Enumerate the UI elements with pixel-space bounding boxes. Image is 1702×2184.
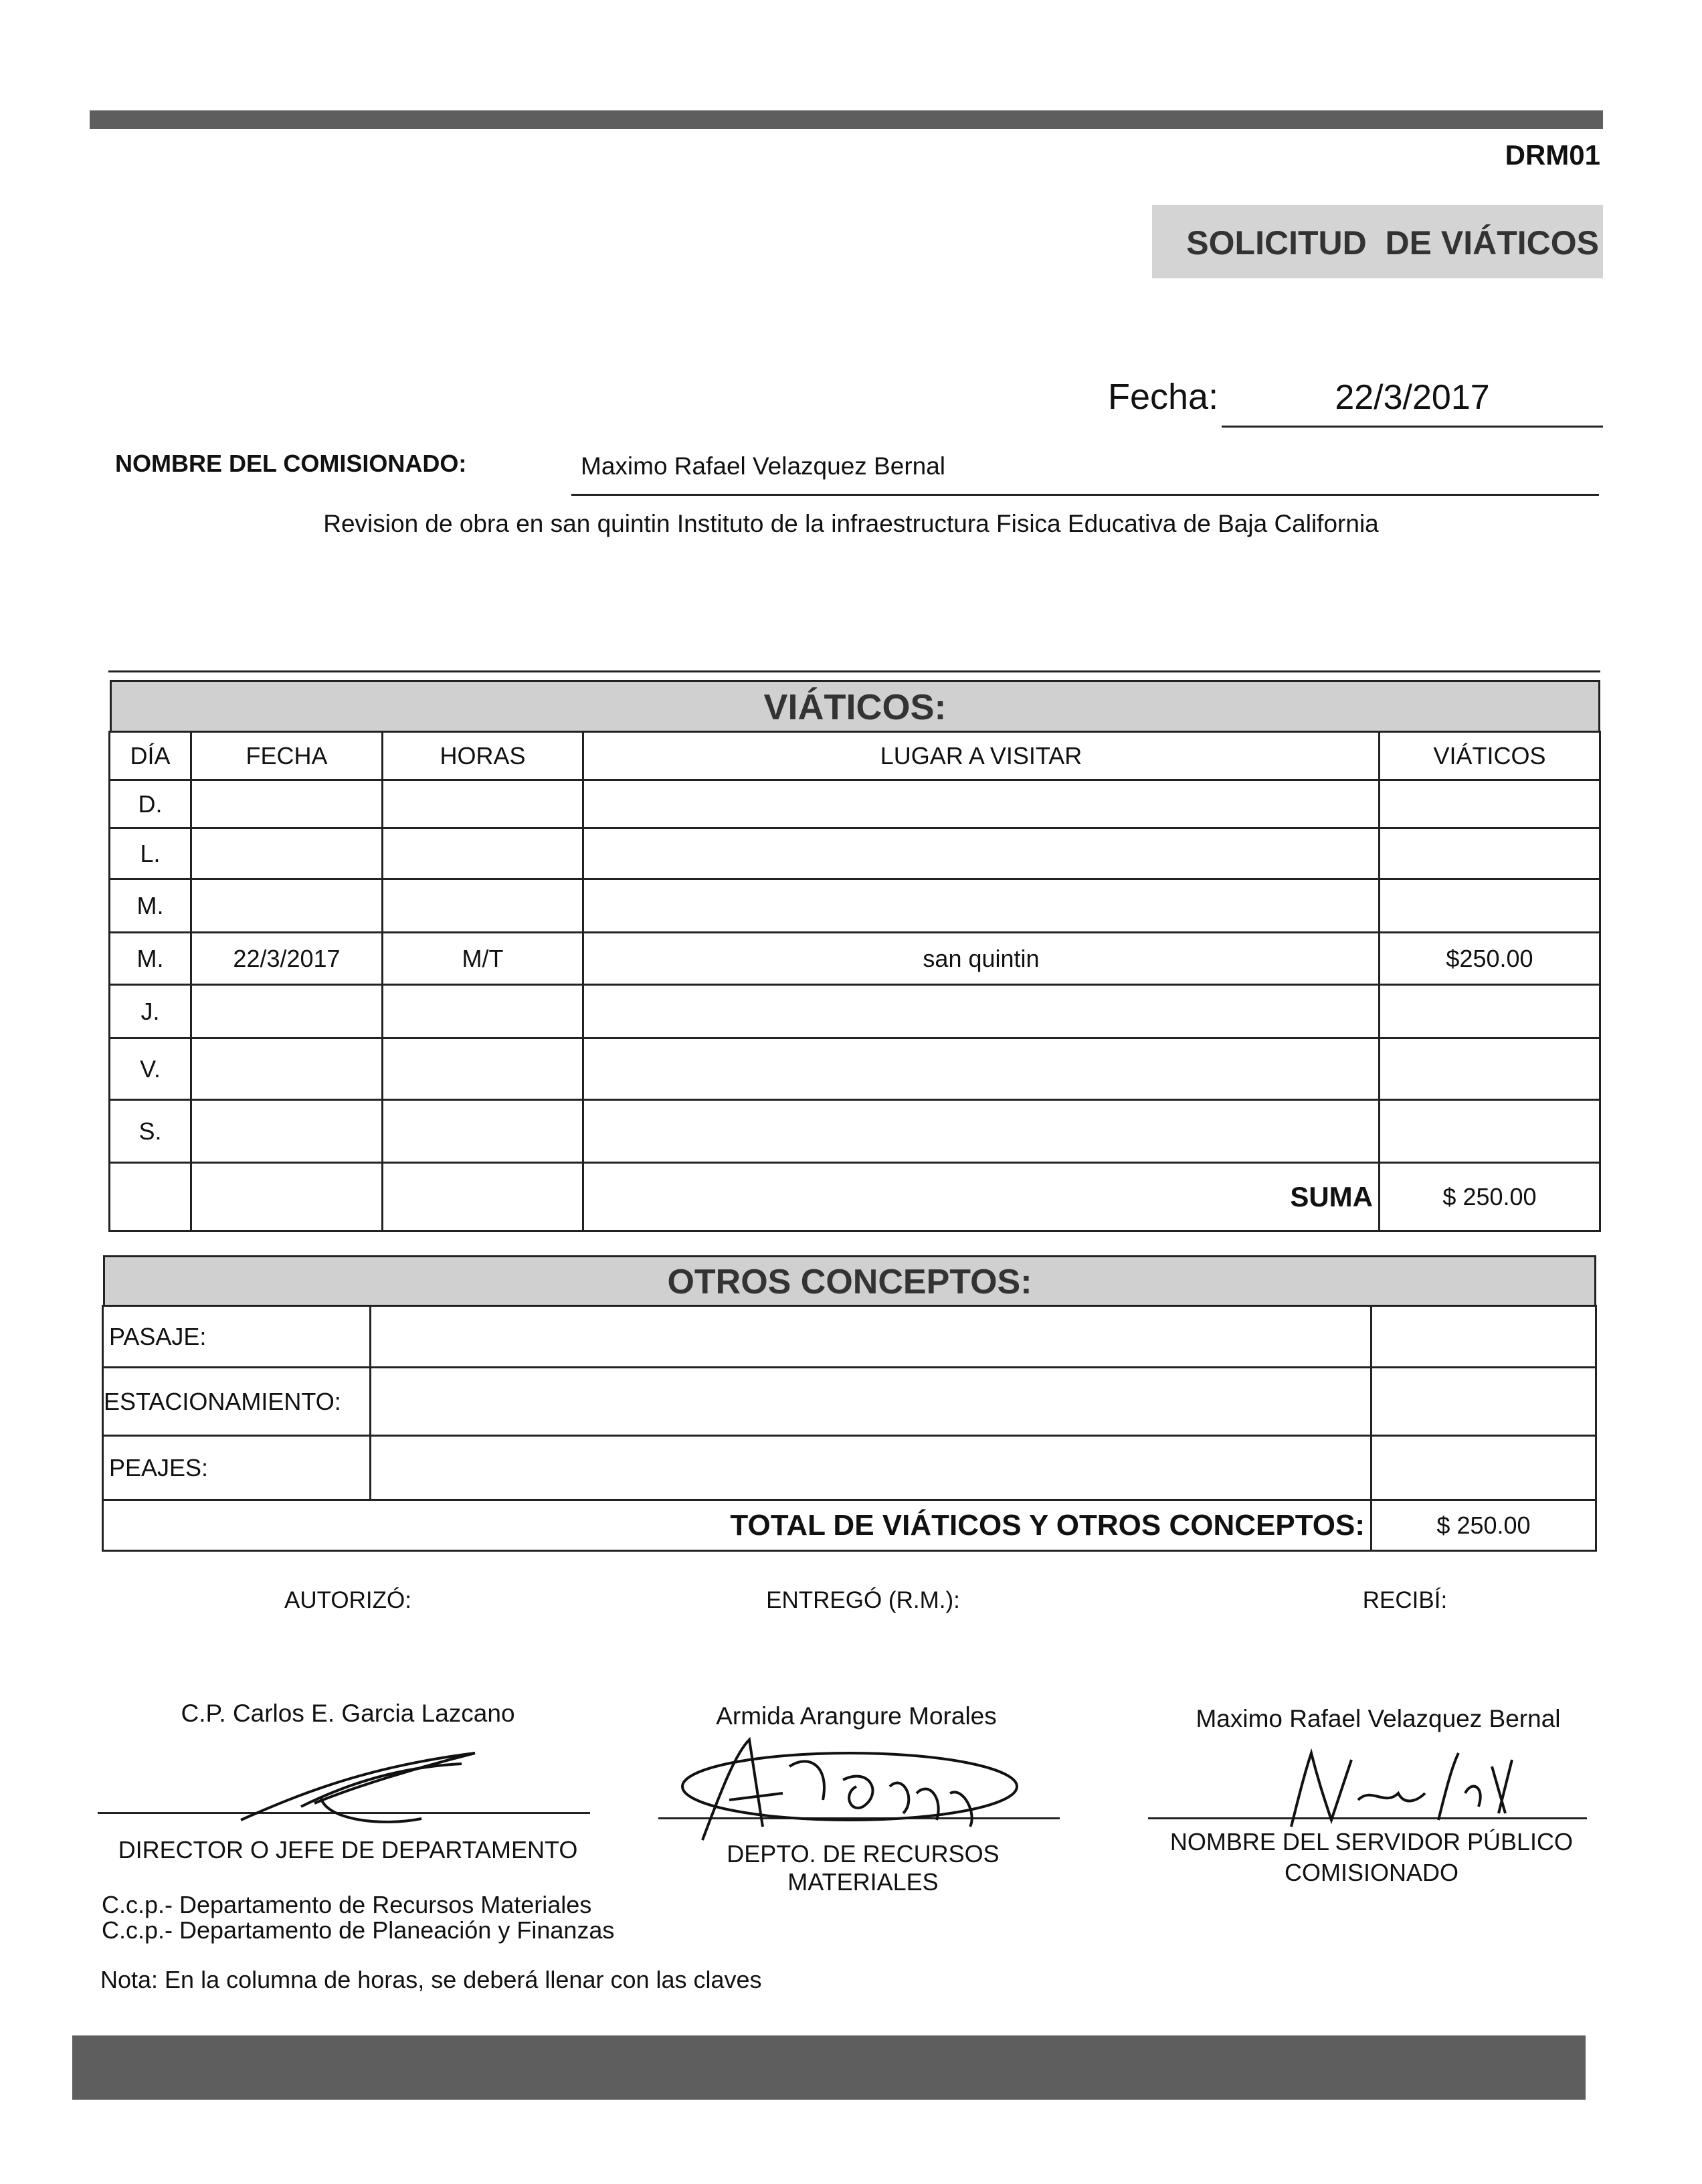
cell-lugar[interactable] [583,879,1380,933]
cell-horas[interactable] [383,879,583,933]
cell-viaticos[interactable] [1380,780,1600,828]
commissioned-underline [571,494,1599,496]
table-row [110,828,1600,879]
ccp-line-2: C.c.p.- Departamento de Planeación y Finanzas [102,1916,615,1944]
table-row [103,1436,1596,1500]
form-title: SOLICITUD DE VIÁTICOS [1186,224,1599,262]
recibi-name: Maximo Rafael Velazquez Bernal [1196,1705,1561,1732]
otros-description[interactable] [371,1368,1372,1436]
otros-heading-text: OTROS CONCEPTOS: [667,1263,1032,1301]
cell-fecha[interactable] [191,1038,383,1100]
date-label: Fecha: [1108,377,1219,417]
autorizo-name: C.P. Carlos E. Garcia Lazcano [181,1700,515,1727]
otros-amount[interactable] [1372,1436,1596,1500]
total-label: TOTAL DE VIÁTICOS Y OTROS CONCEPTOS: [103,1500,1372,1551]
total-value[interactable]: $ 250.00 [1372,1500,1596,1551]
table-header-row [110,732,1600,780]
autorizo-label: AUTORIZÓ: [284,1587,411,1613]
cell-dia: J. [110,985,191,1038]
col-header-viaticos: VIÁTICOS [1380,732,1600,780]
commissioned-value: Maximo Rafael Velazquez Bernal [581,452,946,480]
table-row [103,1306,1596,1368]
cell-horas[interactable] [383,985,583,1038]
sum-row [110,1163,1600,1231]
section-divider [108,670,1600,672]
otros-label: PEAJES: [103,1436,371,1500]
cell-dia: L. [110,828,191,879]
footer-bar [72,2035,1586,2100]
cell-lugar[interactable] [583,985,1380,1038]
table-row [110,780,1600,828]
cell-viaticos[interactable] [1380,985,1600,1038]
cell-fecha[interactable] [191,828,383,879]
col-header-horas: HORAS [383,732,583,780]
cell-viaticos[interactable] [1380,879,1600,933]
cell-fecha[interactable] [191,780,383,828]
cell-lugar[interactable]: san quintin [583,933,1380,985]
cell-dia: D. [110,780,191,828]
nota-text: Nota: En la columna de horas, se deberá llenar con las claves [100,1966,762,1993]
cell-viaticos[interactable] [1380,1038,1600,1100]
table-row [110,1038,1600,1100]
empty-cell [110,1163,191,1231]
cell-lugar[interactable] [583,780,1380,828]
cell-lugar[interactable] [583,828,1380,879]
cell-lugar[interactable] [583,1038,1380,1100]
otros-description[interactable] [371,1436,1372,1500]
form-title-box [1152,205,1603,278]
empty-cell [191,1163,383,1231]
cell-fecha[interactable]: 22/3/2017 [191,933,383,985]
recibi-role-2: COMISIONADO [1284,1859,1458,1886]
entrego-label: ENTREGÓ (R.M.): [766,1587,960,1613]
form-code: DRM01 [1505,139,1600,171]
total-row [103,1500,1596,1551]
table-row [110,879,1600,933]
viaticos-heading-text: VIÁTICOS: [763,687,947,727]
commissioned-label: NOMBRE DEL COMISIONADO: [115,450,467,477]
cell-horas[interactable] [383,1100,583,1163]
cell-horas[interactable]: M/T [383,933,583,985]
viaticos-heading [110,680,1600,733]
recibi-label: RECIBÍ: [1362,1587,1448,1613]
cell-viaticos[interactable] [1380,1100,1600,1163]
cell-viaticos[interactable] [1380,828,1600,879]
cell-dia: M. [110,933,191,985]
otros-label: PASAJE: [103,1306,371,1368]
header-bar [90,110,1603,129]
cell-fecha[interactable] [191,879,383,933]
signature-autorizo [221,1740,502,1833]
date-value: 22/3/2017 [1335,378,1490,417]
col-header-dia: DÍA [110,732,191,780]
col-header-fecha: FECHA [191,732,383,780]
cell-viaticos[interactable]: $250.00 [1380,933,1600,985]
col-header-lugar: LUGAR A VISITAR [583,732,1380,780]
cell-lugar[interactable] [583,1100,1380,1163]
cell-horas[interactable] [383,1038,583,1100]
otros-amount[interactable] [1372,1368,1596,1436]
table-row [103,1368,1596,1436]
otros-label: ESTACIONAMIENTO: [103,1368,371,1436]
cell-horas[interactable] [383,828,583,879]
cell-dia: S. [110,1100,191,1163]
table-row [110,933,1600,985]
cell-dia: M. [110,879,191,933]
otros-description[interactable] [371,1306,1372,1368]
otros-amount[interactable] [1372,1306,1596,1368]
cell-dia: V. [110,1038,191,1100]
otros-heading [103,1255,1596,1307]
cell-horas[interactable] [383,780,583,828]
sum-label: SUMA [583,1163,1380,1231]
autorizo-role: DIRECTOR O JEFE DE DEPARTAMENTO [118,1836,578,1863]
entrego-name: Armida Arangure Morales [716,1702,997,1730]
table-row [110,985,1600,1038]
table-row [110,1100,1600,1163]
sum-value[interactable]: $ 250.00 [1380,1163,1600,1231]
viaticos-table [108,731,1601,1232]
otros-table [102,1305,1597,1552]
entrego-role: DEPTO. DE RECURSOS MATERIALES [727,1840,1000,1896]
recibi-role-1: NOMBRE DEL SERVIDOR PÚBLICO [1169,1828,1574,1855]
date-underline [1222,426,1603,428]
signature-entrego [662,1726,1037,1853]
purpose-text: Revision de obra en san quintin Instituto de la infraestructura Fisica Educativa de Baja California [323,510,1379,537]
ccp-line-1: C.c.p.- Departamento de Recursos Materiales [102,1891,592,1918]
cell-fecha[interactable] [191,985,383,1038]
empty-cell [383,1163,583,1231]
cell-fecha[interactable] [191,1100,383,1163]
